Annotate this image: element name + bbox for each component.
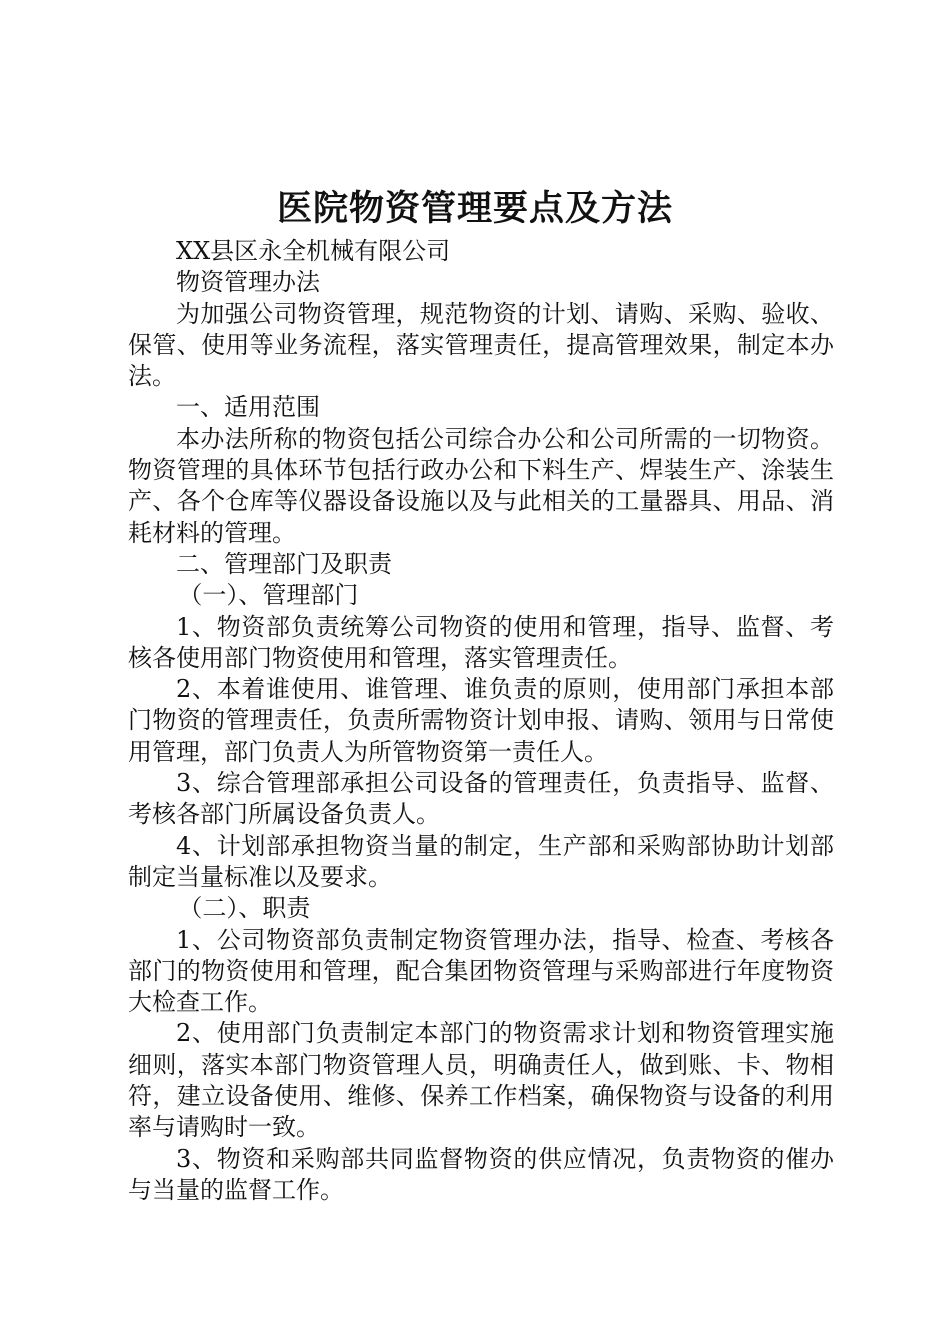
section-heading-scope: 一、适用范围 <box>176 393 320 422</box>
document-body <box>128 236 834 1206</box>
subsection-heading-departments: （一）、管理部门 <box>178 581 359 610</box>
duty-item-2: 2、使用部门负责制定本部门的物资需求计划和物资管理实施细则，落实本部门物资管理人员，明确责任人，做到账、卡、物相符，建立设备使用、维修、保养工作档案，确保物资与设备的利用率与请购时一致。 <box>128 1019 834 1142</box>
department-item-3: 3、综合管理部承担公司设备的管理责任，负责指导、监督、考核各部门所属设备负责人。 <box>128 769 834 829</box>
section-heading-departments: 二、管理部门及职责 <box>176 549 392 578</box>
duty-item-1: 1、公司物资部负责制定物资管理办法，指导、检查、考核各部门的物资使用和管理，配合集团物资管理与采购部进行年度物资大检查工作。 <box>128 925 834 1017</box>
department-item-4: 4、计划部承担物资当量的制定，生产部和采购部协助计划部制定当量标准以及要求。 <box>128 831 834 891</box>
document-title: 医院物资管理要点及方法 <box>276 188 673 229</box>
scope-paragraph: 本办法所称的物资包括公司综合办公和公司所需的一切物资。物资管理的具体环节包括行政办公和下料生产、焊装生产、涂装生产、各个仓库等仪器设备设施以及与此相关的工量器具、用品、消耗材料的管理。 <box>128 424 834 547</box>
document-subtitle: 物资管理办法 <box>176 268 320 297</box>
subsection-heading-duties: （二）、职责 <box>178 894 311 923</box>
department-item-1: 1、物资部负责统筹公司物资的使用和管理，指导、监督、考核各使用部门物资使用和管理，落实管理责任。 <box>128 612 834 672</box>
company-name: XX县区永全机械有限公司 <box>176 237 451 265</box>
department-item-2: 2、本着谁使用、谁管理、谁负责的原则，使用部门承担本部门物资的管理责任，负责所需物资计划申报、请购、领用与日常使用管理，部门负责人为所管物资第一责任人。 <box>128 675 834 766</box>
intro-paragraph: 为加强公司物资管理，规范物资的计划、请购、采购、验收、保管、使用等业务流程，落实管理责任，提高管理效果，制定本办法。 <box>128 299 834 391</box>
duty-item-3: 3、物资和采购部共同监督物资的供应情况，负责物资的催办与当量的监督工作。 <box>128 1144 834 1204</box>
